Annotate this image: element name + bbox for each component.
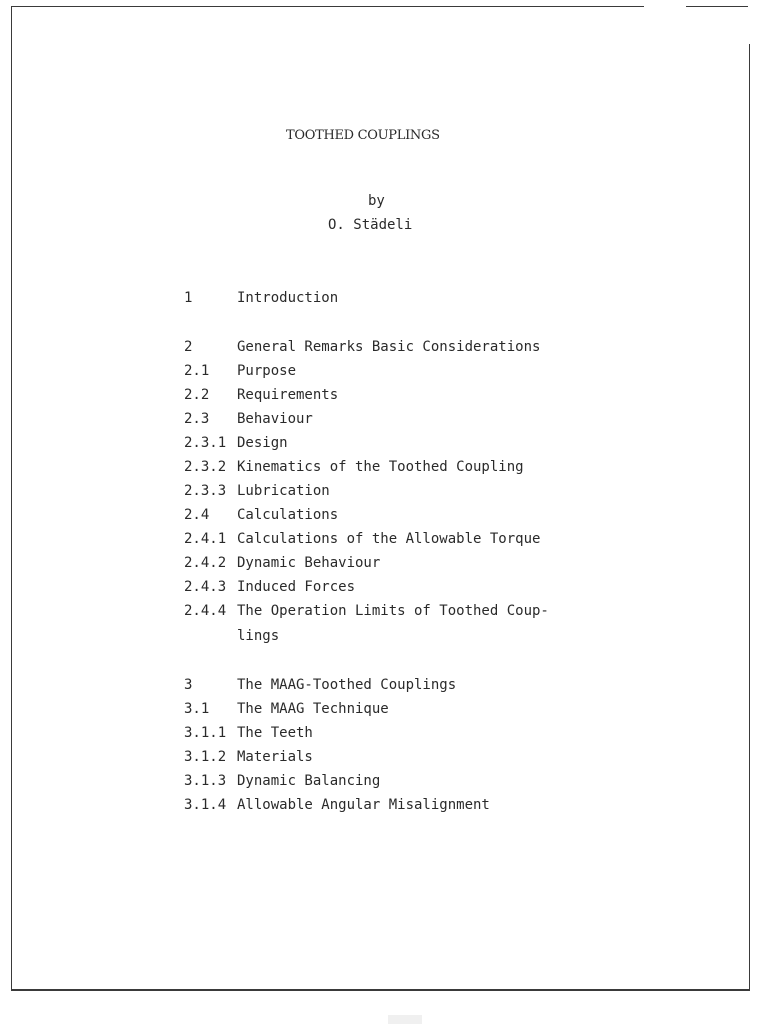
toc-title: Lubrication [237,483,330,499]
toc-entry [184,385,338,405]
toc-entry [184,747,313,767]
toc-title: The MAAG Technique [237,701,389,717]
toc-entry [184,553,380,573]
toc-title: Purpose [237,363,297,379]
toc-number: 3.1.1 [184,725,227,741]
page-border-top [12,6,644,7]
toc-entry [184,795,490,815]
toc-title: Materials [237,749,313,765]
toc-entry [184,529,540,549]
toc-title: Allowable Angular Misalignment [237,797,490,813]
toc-entry [184,433,288,453]
page-border-left [11,6,12,990]
page-border-bottom [11,989,750,991]
toc-number: 2.3.2 [184,459,227,475]
toc-entry [184,409,313,429]
toc-title: Requirements [237,387,339,403]
page-border-right [749,44,750,990]
toc-title: Calculations of the Allowable Torque [237,531,541,547]
toc-entry [184,577,355,597]
toc-entry [184,481,330,501]
toc-entry [184,699,389,719]
toc-number: 2.4.3 [184,579,227,595]
toc-number: 1 [184,290,193,306]
toc-number: 3.1.3 [184,773,227,789]
toc-number: 3 [184,677,193,693]
toc-number: 2.3 [184,411,210,427]
toc-number: 2.3.1 [184,435,227,451]
toc-title: General Remarks Basic Considerations [237,339,541,355]
toc-number: 2.1 [184,363,210,379]
toc-number: 2 [184,339,193,355]
toc-title: The Teeth [237,725,313,741]
toc-title: Kinematics of the Toothed Coupling [237,459,524,475]
page-border-top-fragment [686,6,748,7]
toc-title: Introduction [237,290,339,306]
document-title: TOOTHED COUPLINGS [286,128,440,143]
toc-entry [184,337,540,357]
toc-number: 2.2 [184,387,210,403]
toc-title: Induced Forces [237,579,356,595]
toc-title: The Operation Limits of Toothed Coup- [237,603,549,619]
toc-entry [184,601,549,621]
toc-title: Dynamic Behaviour [237,555,381,571]
toc-entry [184,771,380,791]
toc-number: 2.4.2 [184,555,227,571]
toc-number: 2.4.1 [184,531,227,547]
toc-title-continuation: lings [237,628,280,644]
toc-entry [184,457,524,477]
toc-number: 2.4.4 [184,603,227,619]
toc-number: 3.1 [184,701,210,717]
toc-entry [184,675,456,695]
byline-label: by [368,193,385,209]
toc-title: Design [237,435,288,451]
scan-artifact [388,1015,422,1024]
toc-number: 2.3.3 [184,483,227,499]
toc-entry [184,361,296,381]
toc-title: Dynamic Balancing [237,773,381,789]
toc-entry [184,723,313,743]
toc-number: 3.1.4 [184,797,227,813]
toc-number: 2.4 [184,507,210,523]
author-name: O. Städeli [328,217,413,233]
toc-title: Calculations [237,507,339,523]
toc-entry [184,505,338,525]
toc-title: Behaviour [237,411,313,427]
toc-title: The MAAG-Toothed Couplings [237,677,457,693]
toc-number: 3.1.2 [184,749,227,765]
toc-entry [184,288,338,308]
